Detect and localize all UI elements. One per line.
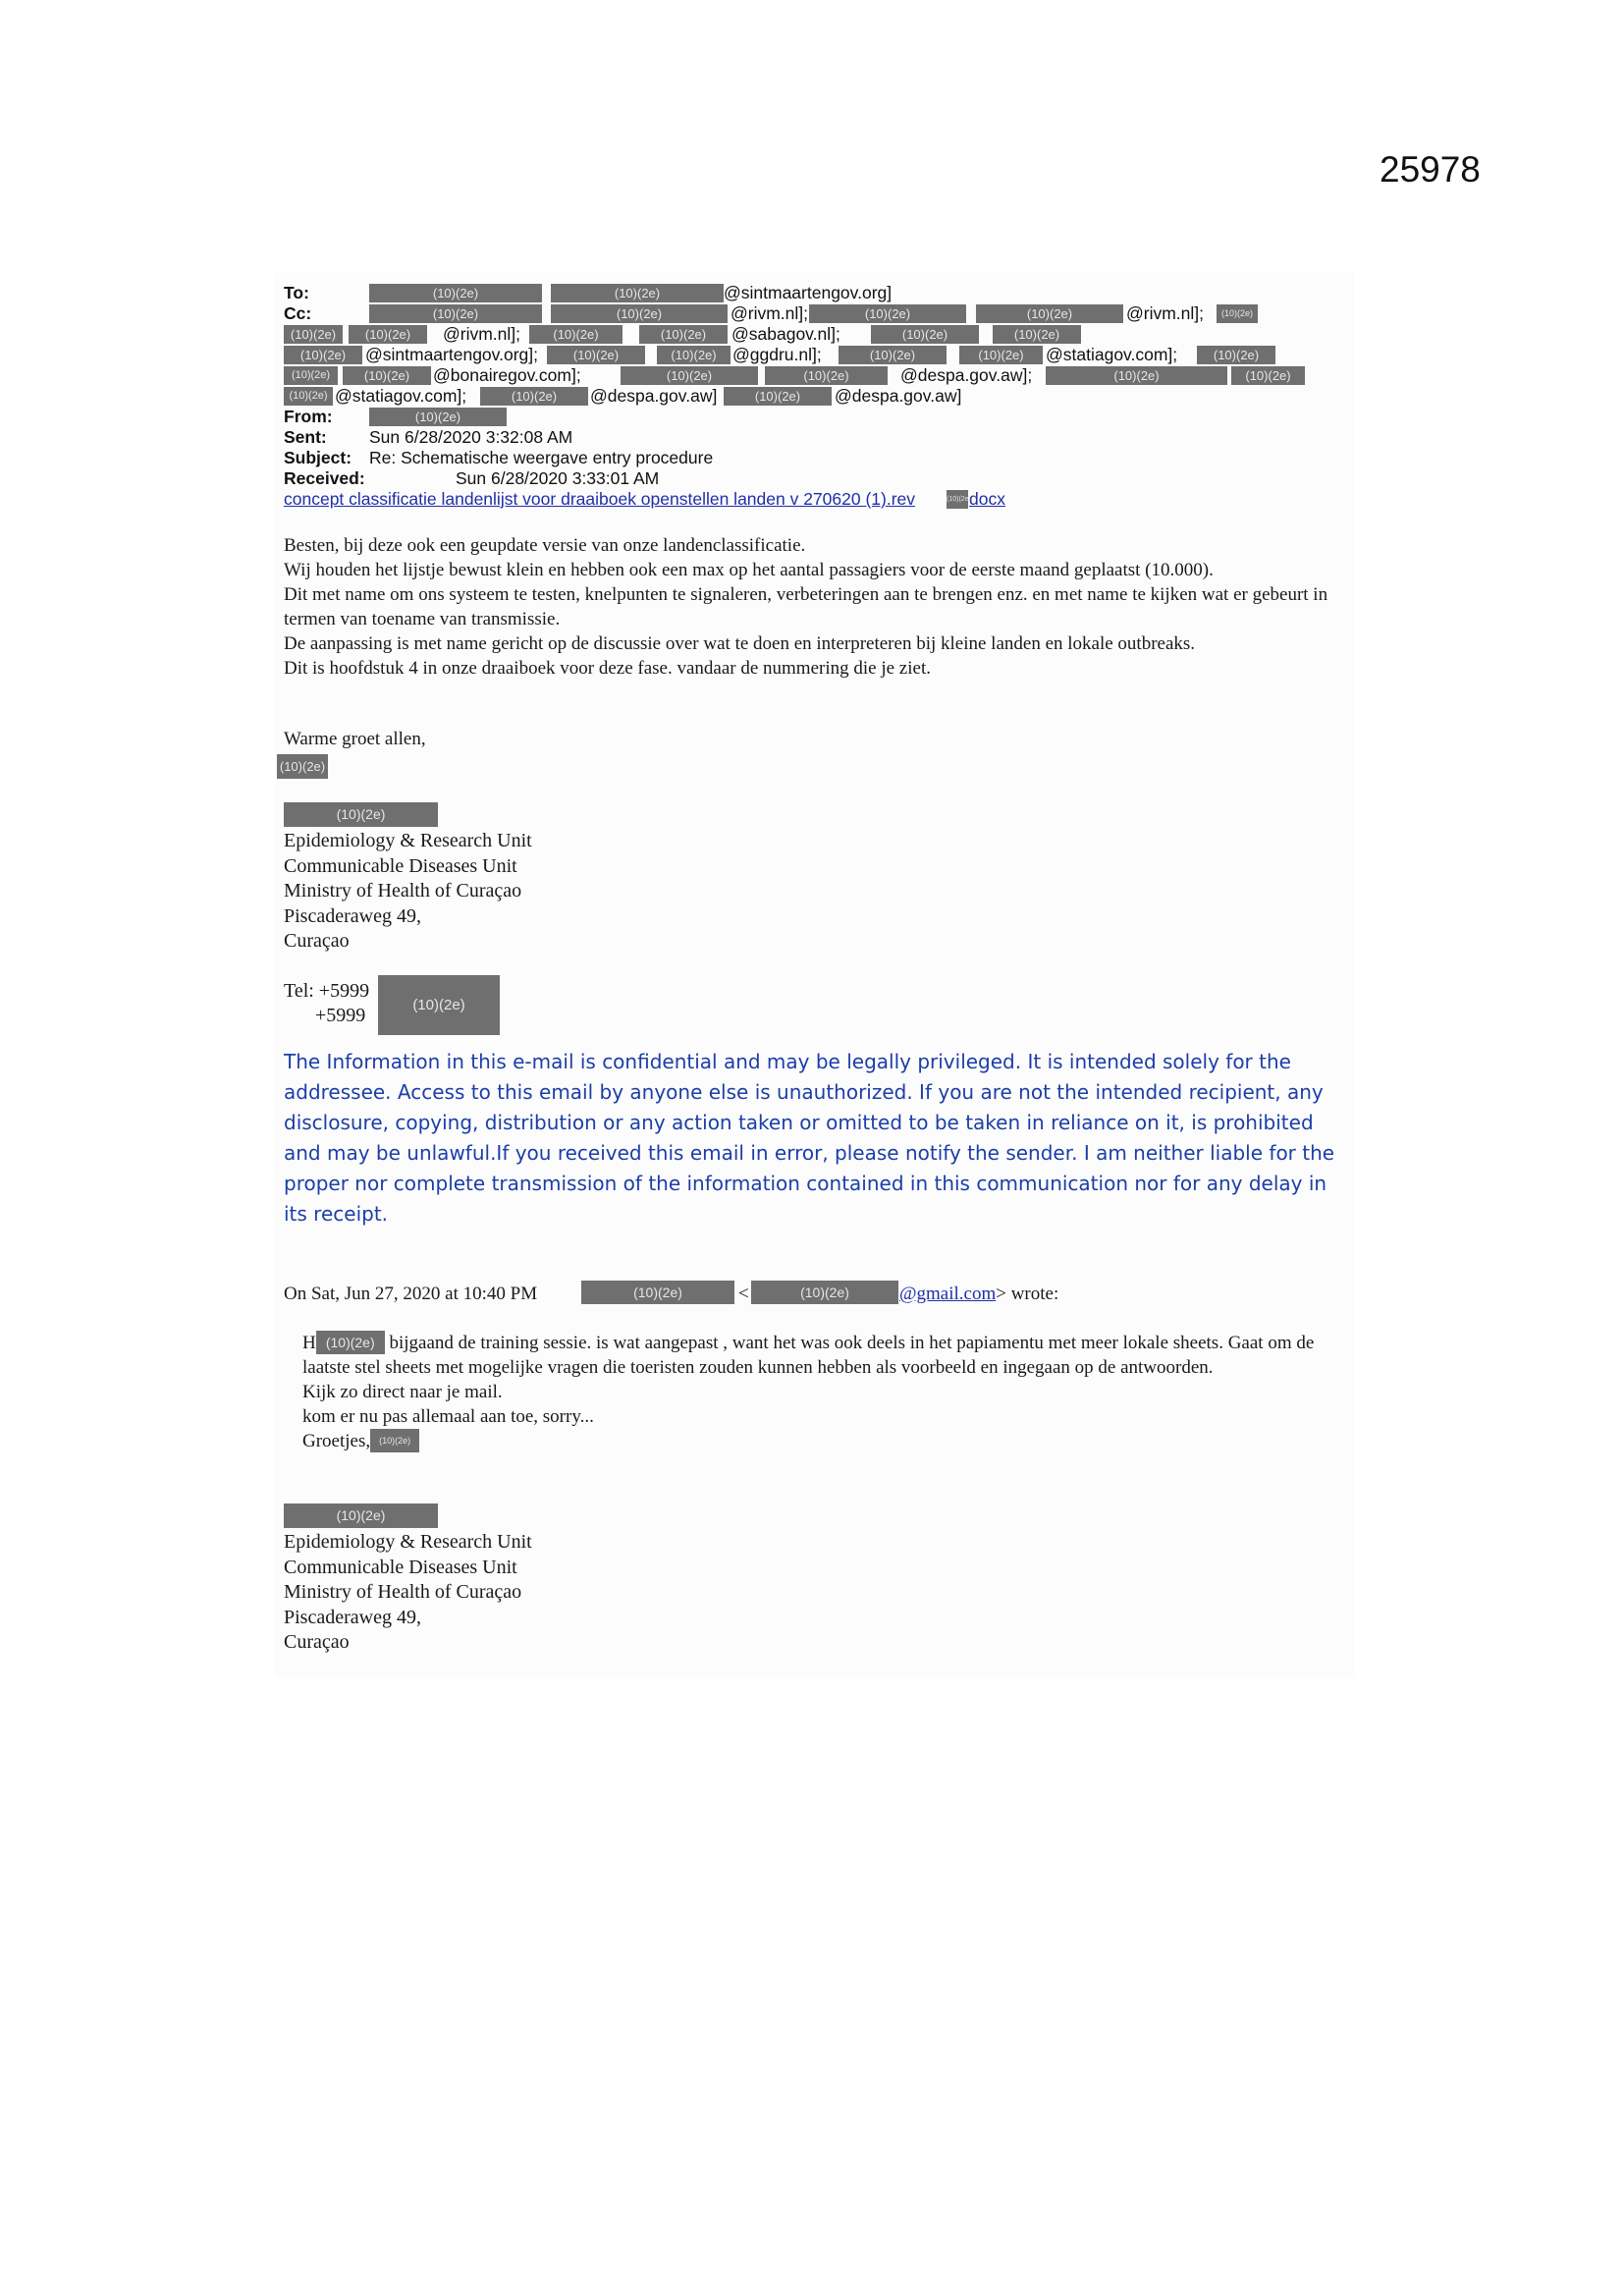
cc-email-suffix: @rivm.nl]; [731, 303, 809, 323]
redaction-box: (10)(2e) [993, 325, 1081, 344]
sent-label: Sent: [284, 427, 327, 447]
cc-email-suffix: @despa.gov.aw] [590, 386, 718, 406]
cc-email-suffix: @rivm.nl]; [1126, 303, 1205, 323]
signature-unit: Epidemiology & Research Unit [284, 1531, 532, 1553]
cc-email-suffix: @ggdru.nl]; [732, 345, 822, 364]
closing: Warme groet allen, [284, 729, 426, 749]
redaction-box: (10)(2e) [370, 1429, 419, 1452]
signature-city: Curaçao [284, 1631, 350, 1653]
quoted-paragraph: kom er nu pas allemaal aan toe, sorry... [302, 1406, 594, 1427]
cc-email-suffix: @sabagov.nl]; [731, 324, 840, 344]
redaction-box: (10)(2e) [529, 325, 623, 344]
signature-department: Communicable Diseases Unit [284, 854, 517, 877]
to-label: To: [284, 283, 309, 302]
redaction-box: (10)(2e) [765, 366, 888, 385]
quoted-paragraph: Kijk zo direct naar je mail. [302, 1382, 503, 1402]
subject-value: Re: Schematische weergave entry procedure [369, 448, 714, 467]
received-label: Received: [284, 468, 365, 488]
quoted-lt: < [738, 1284, 749, 1304]
redaction-box: (10)(2e) [551, 304, 728, 323]
redaction-box: (10)(2e) [277, 754, 328, 779]
redaction-box: (10)(2e) [547, 346, 645, 364]
cc-email-suffix: @despa.gov.aw]; [900, 365, 1033, 385]
redaction-box: (10)(2e) [369, 284, 542, 302]
quoted-intro-email [899, 1282, 1058, 1306]
redaction-box: (10)(2e) [724, 387, 832, 406]
received-row [284, 468, 1305, 489]
cc-email-suffix: @despa.gov.aw] [835, 386, 962, 406]
redaction-box: (10)(2e) [959, 346, 1043, 364]
confidentiality-disclaimer: The Information in this e-mail is confidential and may be legally privileged. It is intended solely for the addressee. Access to this email by anyone else is unauthorized. If you are not the intended recipient, any disclosure, copying, distribution or any action taken or omitted to be taken in reliance on it, is prohibited and may be unlawful.If you received this email in error, please notify the sender. I am neither liable for the proper nor complete transmission of the information contained in this communication nor for any delay in its receipt. [284, 1050, 1335, 1226]
to-row [284, 283, 1305, 303]
redaction-box: (10)(2e) [976, 304, 1123, 323]
redaction-box: (10)(2e) [343, 366, 431, 385]
redaction-box: (10)(2e) [349, 325, 427, 344]
cc-email-suffix: @sintmaartengov.org]; [365, 345, 538, 364]
quoted-greeting: H [302, 1333, 316, 1353]
redaction-box: (10)(2e) [639, 325, 728, 344]
redaction-box: (10)(2e) [1197, 346, 1275, 364]
received-value: Sun 6/28/2020 3:33:01 AM [456, 468, 660, 488]
attachment-row [284, 489, 1305, 510]
message-paragraph: Wij houden het lijstje bewust klein en hebben ook een max op het aantal passagiers voor de eerste maand geplaatst (10.000). [284, 560, 1214, 580]
from-row [284, 407, 1305, 427]
attachment-extension[interactable]: docx [969, 489, 1005, 509]
redaction-box: (10)(2e) [284, 1503, 438, 1528]
to-email-suffix: @sintmaartengov.org] [724, 283, 893, 302]
redaction-box: (10)(2e) [1217, 304, 1258, 323]
quoted-paragraph-text: bijgaand de training sessie. is wat aangepast , want het was ook deels in het papiamentu met meer lokale sheets. Gaat om de laatste stel sheets met mogelijke vragen die toeristen zouden kunnen hebben als voorbeeld en ingegaan op de antwoorden. [302, 1333, 1315, 1378]
from-label: From: [284, 407, 333, 426]
redaction-box: (10)(2e) [284, 325, 343, 344]
page-number: 25978 [1380, 149, 1481, 190]
redaction-box: (10)(2e) [751, 1281, 898, 1304]
tel-line-2: +5999 [315, 1005, 366, 1026]
redaction-box: (10)(2e) [1046, 366, 1227, 385]
signature-block [284, 829, 532, 955]
cc-email-suffix: @bonairegov.com]; [433, 365, 581, 385]
email-header [284, 283, 1305, 510]
cc-email-suffix: @statiagov.com]; [1046, 345, 1178, 364]
attachment-link[interactable]: concept classificatie landenlijst voor draaiboek openstellen landen v 270620 (1).rev [284, 489, 916, 509]
signature-unit: Epidemiology & Research Unit [284, 830, 532, 851]
signature-department: Communicable Diseases Unit [284, 1556, 517, 1578]
sent-row [284, 427, 1305, 448]
signature-street: Piscaderaweg 49, [284, 904, 421, 927]
redaction-box: (10)(2e) [809, 304, 966, 323]
redaction-box: (10)(2e) [480, 387, 588, 406]
redaction-box: (10)(2e) [284, 346, 362, 364]
sent-value: Sun 6/28/2020 3:32:08 AM [369, 427, 573, 447]
quoted-paragraph [302, 1331, 1343, 1380]
redaction-box: (10)(2e) [657, 346, 731, 364]
signature-city: Curaçao [284, 930, 350, 952]
cc-label: Cc: [284, 303, 312, 323]
message-body [284, 533, 1354, 681]
redaction-box: (10)(2e) [284, 387, 333, 406]
cc-row-4 [284, 365, 1305, 386]
gmail-link[interactable]: @gmail.com [899, 1284, 997, 1304]
redaction-box: (10)(2e) [316, 1331, 385, 1354]
signature-ministry: Ministry of Health of Curaçao [284, 880, 522, 902]
quoted-intro-suffix: > wrote: [996, 1284, 1059, 1304]
signature-street: Piscaderaweg 49, [284, 1606, 421, 1628]
quoted-intro-prefix: On Sat, Jun 27, 2020 at 10:40 PM [284, 1284, 538, 1304]
cc-row-1 [284, 303, 1305, 324]
quoted-closing [302, 1429, 1343, 1453]
quoted-message [302, 1331, 1343, 1453]
message-paragraph: Dit is hoofdstuk 4 in onze draaiboek voor deze fase. vandaar de nummering die je ziet. [284, 658, 931, 679]
quoted-closing-text: Groetjes, [302, 1431, 371, 1451]
subject-row [284, 448, 1305, 468]
redaction-box: (10)(2e) [369, 408, 507, 426]
redaction-box: (10)(2e) [581, 1281, 734, 1304]
cc-row-3 [284, 345, 1305, 365]
redaction-box: (10)(2e) [378, 975, 500, 1035]
subject-label: Subject: [284, 448, 352, 467]
redaction-box: (10)(2e) [1231, 366, 1305, 385]
cc-row-5 [284, 386, 1305, 407]
redaction-box: (10)(2e) [839, 346, 947, 364]
redaction-box: (10)(2e) [551, 284, 724, 302]
quoted-signature-block [284, 1530, 532, 1656]
redaction-box: (10)(2e) [284, 366, 338, 385]
cc-email-suffix: @rivm.nl]; [443, 324, 521, 344]
redaction-box: (10)(2e) [947, 490, 968, 509]
redaction-box: (10)(2e) [369, 304, 542, 323]
signature-ministry: Ministry of Health of Curaçao [284, 1581, 522, 1603]
cc-email-suffix: @statiagov.com]; [335, 386, 467, 406]
tel-line: Tel: +5999 [284, 980, 370, 1002]
redaction-box: (10)(2e) [871, 325, 979, 344]
redaction-box: (10)(2e) [621, 366, 758, 385]
cc-row-2 [284, 324, 1305, 345]
redaction-box: (10)(2e) [284, 802, 438, 827]
message-paragraph: De aanpassing is met name gericht op de discussie over wat te doen en interpreteren bij kleine landen en lokale outbreaks. [284, 633, 1196, 654]
message-paragraph: Dit met name om ons systeem te testen, knelpunten te signaleren, verbeteringen aan te brengen enz. en met name te kijken wat er gebeurt in termen van toename van transmissie. [284, 584, 1328, 629]
message-paragraph: Besten, bij deze ook een geupdate versie van onze landenclassificatie. [284, 535, 806, 556]
